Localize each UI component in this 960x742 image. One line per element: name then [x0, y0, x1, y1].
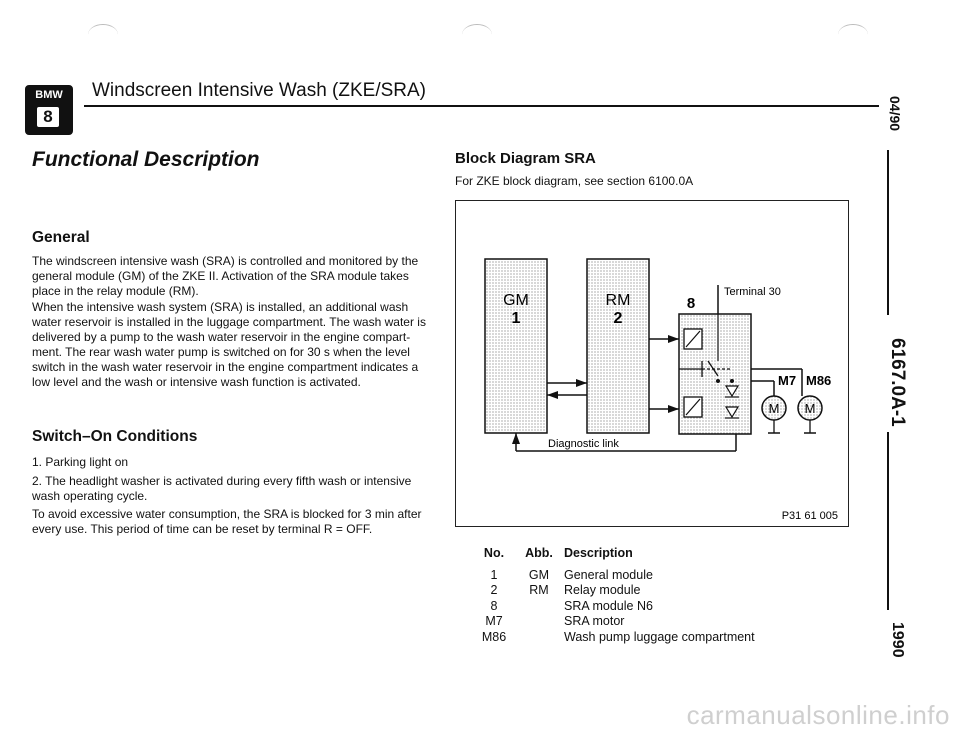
arrow-icon	[576, 379, 587, 387]
cell-no: M7	[485, 614, 503, 628]
figure-reference: P31 61 005	[781, 510, 838, 522]
page-header-title: Windscreen Intensive Wash (ZKE/SRA)	[92, 80, 427, 101]
sra-module-number: 8	[686, 295, 696, 312]
motor-m86-symbol: M	[804, 401, 816, 416]
gm-number: 1	[511, 310, 521, 327]
gm-label: GM	[503, 292, 529, 309]
rm-label: RM	[605, 292, 631, 309]
logo-top-text: BMW	[35, 89, 63, 101]
cell-abb	[514, 614, 564, 630]
table-header-row	[474, 546, 755, 562]
side-year: 1990	[889, 622, 906, 658]
side-rule	[887, 432, 889, 610]
block-diagram-subtitle: For ZKE block diagram, see section 6100.0A	[455, 174, 694, 188]
arrow-icon	[668, 335, 679, 343]
cell-no: 1	[490, 567, 498, 582]
table-row	[474, 599, 755, 615]
m7-label: M7	[778, 373, 797, 388]
general-paragraph: When the intensive wash system (SRA) is installed, an additional wash water reservoir is installed in the luggage compartment. The wash water is delivered by a pump to the wash water reservoir in the engine compart-ment. The rear wash water pump is switched on for 30 s when the level switch in the wash water reservoir in the engine compartment indicates a low level and the wash or intensive wash function is activated.	[32, 300, 426, 389]
cell-description: Wash pump luggage compartment	[564, 629, 755, 644]
logo-series-number: 8	[37, 107, 59, 127]
gm-module-box	[485, 259, 547, 433]
scan-mark	[88, 24, 118, 45]
arrow-icon	[668, 405, 679, 413]
general-paragraph: The windscreen intensive wash (SRA) is controlled and monitored by the general module (GM) of the ZKE II. Activation of the SRA module takes place in the relay module (RM).	[32, 254, 419, 298]
table-row	[474, 614, 755, 630]
cell-description: General module	[564, 567, 653, 582]
cell-abb	[514, 630, 564, 646]
col-header: Abb.	[525, 546, 553, 560]
arrow-icon	[512, 433, 520, 444]
block-diagram-heading: Block Diagram SRA	[455, 150, 596, 167]
general-heading: General	[32, 229, 90, 246]
rm-number: 2	[613, 310, 623, 327]
cell-no: 8	[490, 598, 498, 613]
block-diagram	[455, 200, 849, 527]
legend-table	[474, 546, 755, 645]
cell-description: Relay module	[564, 583, 641, 597]
diagnostic-link-label: Diagnostic link	[548, 438, 619, 450]
cell-no: 2	[490, 583, 498, 597]
side-doc-number: 6167.0A-1	[887, 338, 908, 427]
switch-note: To avoid excessive water consumption, the SRA is blocked for 3 min after every use. This period of time can be reset by terminal R = OFF.	[32, 507, 422, 536]
cell-no: M86	[481, 629, 507, 644]
col-header: No.	[483, 546, 505, 560]
motor-m7-symbol: M	[768, 401, 780, 416]
cell-description: SRA motor	[564, 614, 625, 628]
side-rule	[887, 150, 889, 315]
section-heading: Functional Description	[32, 148, 260, 171]
scan-mark	[462, 24, 492, 45]
cell-description: SRA module N6	[564, 598, 653, 613]
m86-label: M86	[806, 373, 832, 388]
terminal-30-label: Terminal 30	[724, 286, 781, 298]
side-date: 04/90	[887, 96, 903, 132]
cell-abb: GM	[528, 567, 550, 582]
switch-on-heading: Switch–On Conditions	[32, 428, 198, 445]
switch-condition: 1. Parking light on	[32, 455, 129, 469]
col-header: Description	[564, 546, 633, 560]
rm-module-box	[587, 259, 649, 433]
footer-watermark-url[interactable]: carmanualsonline.info	[686, 700, 950, 730]
table-row	[474, 568, 755, 584]
table-row	[474, 630, 755, 646]
header-rule	[84, 105, 879, 107]
scan-mark	[838, 24, 868, 45]
arrow-icon	[547, 391, 558, 399]
bmw-logo	[25, 85, 73, 135]
cell-abb: RM	[529, 583, 549, 597]
block-diagram-svg	[456, 201, 848, 526]
table-row	[474, 583, 755, 599]
cell-abb	[514, 599, 564, 615]
switch-condition: 2. The headlight washer is activated during every fifth wash or intensive wash operating cycle.	[32, 474, 412, 503]
